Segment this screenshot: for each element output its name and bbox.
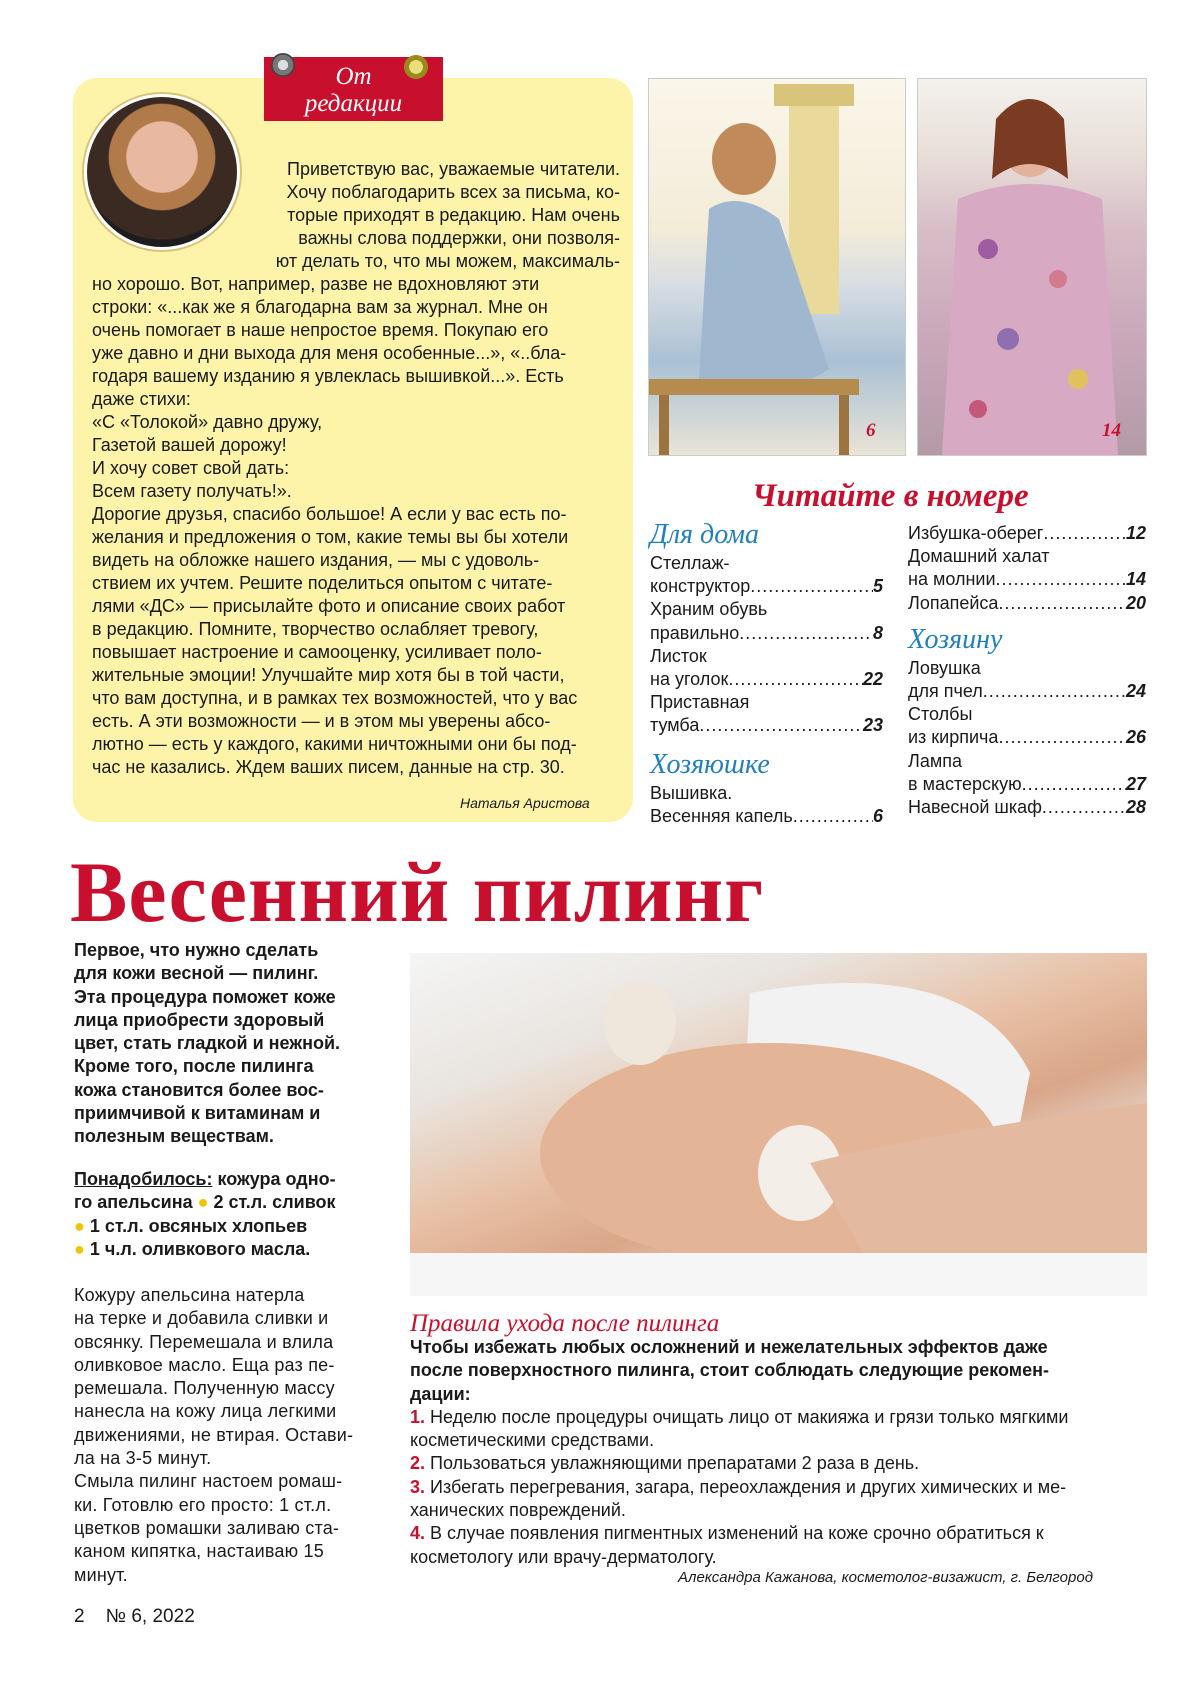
article-author: Александра Кажанова, косметолог-визажист, г. Белгород	[678, 1569, 1093, 1586]
lead-line: полезным веществам.	[74, 1126, 274, 1147]
rule-line: косметическими средствами.	[410, 1430, 655, 1451]
rule-text: Неделю после процедуры очищать лицо от макияжа и грязи только мягкими	[425, 1406, 1069, 1427]
editorial-line: Хочу поблагодарить всех за письма, ко-	[286, 182, 620, 202]
robe-illustration	[918, 79, 1146, 455]
body-line: Смыла пилинг настоем ромаш-	[74, 1471, 343, 1492]
toc-item-title: Лампа	[908, 750, 962, 771]
toc-item	[908, 592, 1146, 615]
toc-item	[908, 796, 1146, 819]
body-line: нанесла на кожу лица легкими	[74, 1401, 337, 1422]
ingredient-1: кожура одно-	[212, 1169, 336, 1189]
rule-line	[410, 1476, 1154, 1499]
toc-item	[908, 522, 1146, 545]
toc-item-title: на уголок	[650, 669, 729, 690]
lead-line: Первое, что нужно сделать	[74, 940, 319, 960]
toc-left-column	[650, 518, 883, 828]
editorial-line: желания и предложения о том, какие темы вы бы хотели	[92, 527, 569, 547]
body-line: минут.	[74, 1564, 128, 1585]
body-line: цветков ромашки заливаю ста-	[74, 1517, 340, 1538]
editorial-line: лями «ДС» — присылайте фото и описание своих работ	[92, 596, 566, 616]
rule-text: Избегать перегревания, загара, переохлаждения и других химических и ме-	[425, 1476, 1067, 1497]
editorial-tab-line2: редакции	[304, 90, 403, 117]
lead-line: кожа становится более вос-	[74, 1079, 324, 1100]
lead-line: Эта процедура поможет коже	[74, 986, 336, 1007]
rule-line: ханических повреждений.	[410, 1500, 626, 1521]
toc-item-title: для пчел	[908, 681, 983, 702]
toc-section-heading: Хозяину	[908, 623, 1003, 655]
body-line: оливковое масло. Еща раз пе-	[74, 1354, 335, 1375]
toc-item-title: на молнии	[908, 569, 996, 590]
ingredient-3: 1 ст.л. овсяных хлопьев	[84, 1215, 308, 1236]
toc-item-page: 22	[862, 669, 883, 690]
toc-item-title: Столбы	[908, 704, 973, 725]
lead-line: приимчивой к витаминам и	[74, 1103, 321, 1124]
rule-number: 2.	[410, 1453, 426, 1474]
robe-image	[917, 78, 1147, 456]
editorial-line: «С «Толокой» давно дружу,	[92, 412, 323, 432]
footer	[74, 1606, 195, 1628]
article-body	[74, 1284, 392, 1587]
body-line: ки. Готовлю его просто: 1 ст.л.	[74, 1494, 332, 1515]
body-line: каном кипятка, настаиваю 15	[74, 1541, 324, 1562]
toc-right-column	[908, 522, 1146, 819]
rule-number: 1.	[410, 1406, 426, 1427]
toc-item-title: Весенняя капель	[650, 805, 793, 826]
page-number: 2	[74, 1606, 85, 1627]
editorial-line: жительные эмоции! Улучшайте мир хотя бы в той части,	[92, 665, 565, 685]
toc-item	[650, 782, 883, 828]
rule-line	[410, 1522, 1154, 1545]
editorial-line: Газетой вашей дорожу!	[92, 435, 287, 455]
issue-number: № 6, 2022	[105, 1606, 195, 1627]
toc-item-page: 27	[1125, 773, 1146, 794]
bullet-icon: ●	[74, 1238, 85, 1259]
toc-item-page: 5	[872, 576, 883, 597]
toc-item	[650, 691, 883, 737]
toc-item	[908, 750, 1146, 796]
rules-intro-line: после поверхностного пилинга, стоит соблюдать следующие рекомен-	[410, 1360, 1049, 1381]
lead-line: лица приобрести здоровый	[74, 1009, 325, 1030]
toc-item-page: 8	[872, 622, 883, 643]
toc-item	[650, 645, 883, 691]
bullet-icon: ●	[74, 1215, 85, 1236]
body-line: движениями, не втирая. Остави-	[74, 1424, 354, 1445]
lead-line: для кожи весной — пилинг.	[74, 963, 319, 984]
body-line: ремешала. Полученную массу	[74, 1378, 335, 1399]
image2-page-number: 14	[1102, 420, 1121, 441]
editorial-line: повышает настроение и самооценку, усиливает поло-	[92, 642, 542, 662]
toc-item-page: 26	[1125, 727, 1146, 748]
rules-title: Правила ухода после пилинга	[410, 1310, 720, 1337]
toc-item-page: 24	[1125, 681, 1146, 702]
toc-item-title: тумба	[650, 715, 700, 736]
editorial-line: есть. А эти возможности — и в этом мы уверены абсо-	[92, 711, 551, 731]
embroidery-illustration	[649, 79, 905, 455]
toc-section-heading: Для дома	[650, 519, 760, 550]
body-line: ла на 3-5 минут.	[74, 1448, 212, 1469]
rule-number: 3.	[410, 1476, 426, 1497]
toc-item-page: 23	[862, 715, 883, 736]
toc-item-title: Стеллаж-	[650, 553, 730, 573]
ingredient-2: 2 ст.л. сливок	[208, 1192, 336, 1213]
rule-line: косметологу или врачу-дерматологу.	[410, 1546, 717, 1567]
editorial-line: строки: «...как же я благодарна вам за журнал. Мне он	[92, 297, 548, 317]
toc-item-title: Листок	[650, 645, 707, 666]
image1-page-number: 6	[866, 420, 876, 441]
peeling-photo	[410, 953, 1147, 1296]
editorial-line: Всем газету получать!».	[92, 481, 292, 501]
lead-line: Кроме того, после пилинга	[74, 1056, 314, 1077]
ingredients-label: Понадобилось:	[74, 1169, 213, 1189]
toc-item-title: Навесной шкаф	[908, 797, 1042, 818]
toc-item-title: Храним обувь	[650, 599, 768, 620]
editorial-signature: Наталья Аристова	[460, 795, 590, 811]
editorial-line: даже стихи:	[92, 389, 191, 409]
toc-item-title: Приставная	[650, 692, 750, 713]
article-headline: Весенний пилинг	[70, 844, 765, 940]
toc-item-title: Лопапейса	[908, 592, 999, 613]
rule-number: 4.	[410, 1523, 426, 1544]
toc-item-title: Избушка-оберег	[908, 523, 1044, 543]
toc-item-page: 12	[1125, 523, 1146, 543]
toc-item-page: 6	[872, 805, 883, 826]
toc-item	[908, 545, 1146, 591]
bullet-icon: ●	[197, 1192, 209, 1213]
pin-right-icon	[404, 55, 428, 79]
editorial-line: важны слова поддержки, они позволя-	[298, 228, 620, 248]
ingredients	[74, 1168, 392, 1261]
rules-intro-line: Чтобы избежать любых осложнений и нежелательных эффектов даже	[410, 1337, 1048, 1357]
editorial-line: час не казались. Ждем ваших писем, данные на стр. 30.	[92, 757, 565, 777]
toc-item-title: конструктор	[650, 576, 751, 597]
body-line: Кожуру апельсина натерла	[74, 1285, 305, 1305]
editorial-line: Приветствую вас, уважаемые читатели.	[287, 159, 620, 179]
rules-intro-line: дации:	[410, 1383, 471, 1404]
rules-list	[410, 1336, 1154, 1569]
rule-line	[410, 1452, 1154, 1475]
rule-line	[410, 1406, 1154, 1429]
toc-item-title: правильно	[650, 622, 740, 643]
editorial-line: лютно — есть у каждого, какими ничтожными они бы под-	[92, 734, 577, 754]
editorial-tab-line1: От	[335, 63, 372, 90]
toc-title: Читайте в номере	[752, 478, 1029, 514]
editorial-line: годаря вашему изданию я увлеклась вышивкой...». Есть	[92, 366, 564, 386]
embroidery-image	[648, 78, 906, 456]
rule-text: Пользоваться увлажняющими препаратами 2 раза в день.	[425, 1453, 920, 1474]
editorial-line: уже давно и дни выхода для меня особенные...», «..бла-	[92, 343, 567, 363]
body-line: на терке и добавила сливки и	[74, 1308, 329, 1329]
editorial-line: И хочу совет свой дать:	[92, 458, 290, 478]
lead-line: цвет, стать гладкой и нежной.	[74, 1033, 341, 1054]
editorial-line: ствием их учтем. Решите поделиться опытом с читате-	[92, 573, 553, 593]
pin-left-icon	[271, 53, 295, 77]
toc-item-page: 28	[1125, 797, 1146, 818]
editorial-text	[92, 158, 620, 779]
toc-item	[908, 703, 1146, 749]
toc-item	[650, 598, 883, 644]
toc-item	[650, 552, 883, 598]
toc-item-title: в мастерскую	[908, 773, 1022, 794]
editorial-line: видеть на обложке нашего издания, — мы с удоволь-	[92, 550, 540, 570]
article-lead	[74, 939, 392, 1149]
toc-item	[908, 657, 1146, 703]
rule-text: В случае появления пигментных изменений на коже срочно обратиться к	[425, 1523, 1044, 1544]
peeling-illustration	[410, 953, 1147, 1296]
ingredient-4: 1 ч.л. оливкового масла.	[84, 1238, 311, 1259]
editorial-line: в редакцию. Помните, творчество ослабляет тревогу,	[92, 619, 539, 639]
toc-item-page: 20	[1125, 592, 1146, 613]
toc-section-heading: Хозяюшке	[650, 748, 770, 780]
toc-item-page: 14	[1125, 569, 1146, 590]
editorial-line: ют делать то, что мы можем, максималь-	[275, 251, 620, 271]
toc-item-title: Домашний халат	[908, 546, 1050, 567]
toc-item-title: Ловушка	[908, 657, 981, 678]
body-line: овсянку. Перемешала и влила	[74, 1331, 334, 1352]
editorial-line: очень помогает в наше непростое время. Покупаю его	[92, 320, 549, 340]
ingredient-1-cont: го апельсина	[74, 1192, 198, 1213]
editorial-line: торые приходят в редакцию. Нам очень	[287, 205, 620, 225]
editorial-line: что вам доступна, и в рамках тех возможностей, что у вас	[92, 688, 578, 708]
editorial-line: но хорошо. Вот, например, разве не вдохновляют эти	[92, 274, 540, 294]
toc-item-title: из кирпича	[908, 727, 999, 748]
editorial-line: Дорогие друзья, спасибо большое! А если у вас есть по-	[92, 504, 567, 524]
toc-item-title: Вышивка.	[650, 782, 733, 803]
